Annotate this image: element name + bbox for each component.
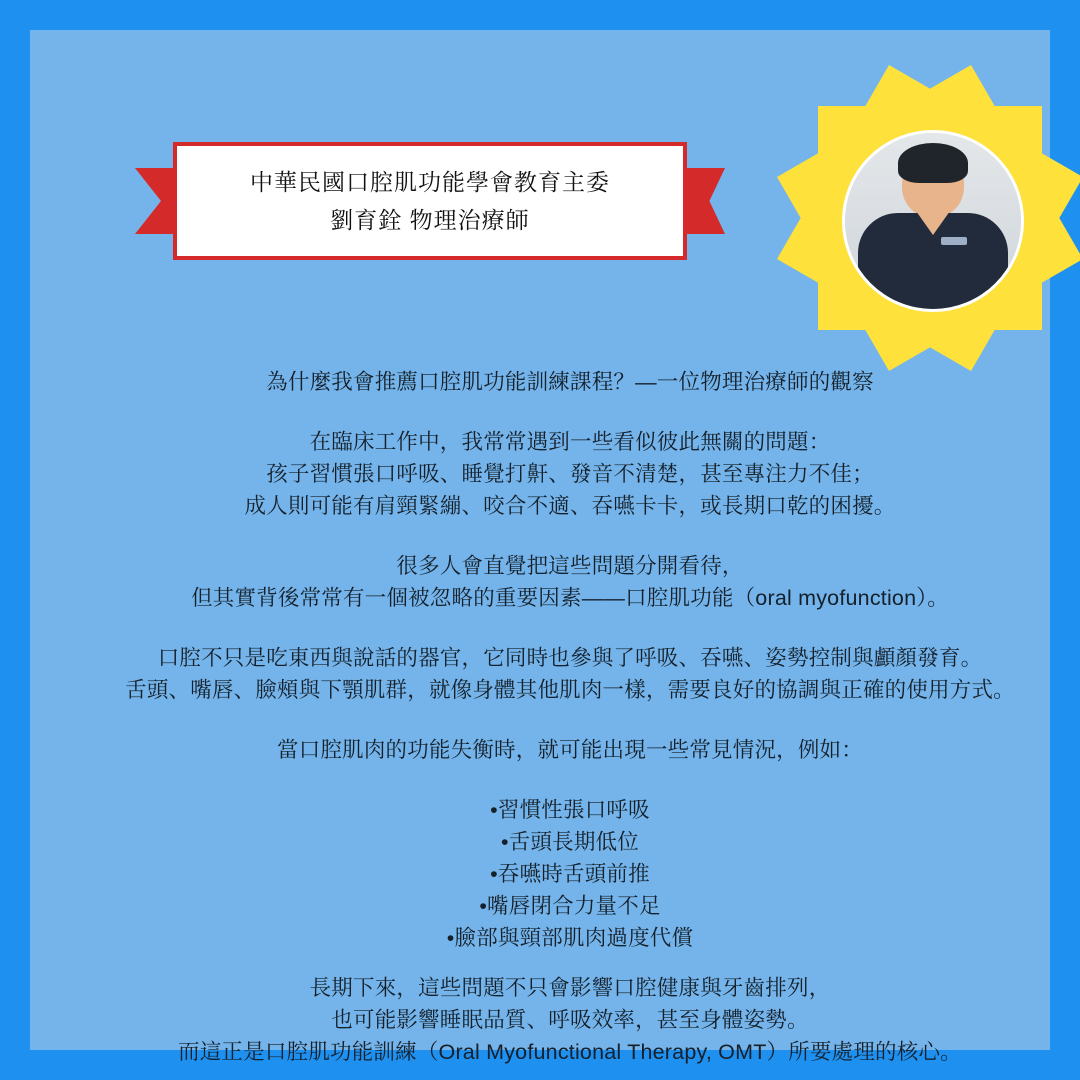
poster-inner-panel [30,30,1050,1064]
paragraph-3: 口腔不只是吃東西與說話的器官，它同時也參與了呼吸、吞嚥、姿勢控制與顱顏發育。 舌頭、嘴唇、臉頰與下顎肌群，就像身體其他肌肉一樣，需要良好的協調與正確的使用方式。 [125,646,1015,702]
ribbon-banner [135,142,725,262]
article-body [70,366,1070,1068]
symptom-list [70,794,1070,954]
paragraph-2: 很多人會直覺把這些問題分開看待， 但其實背後常常有一個被忽略的重要因素——口腔肌功能（oral myofunction）。 [191,554,949,610]
sunburst-avatar [820,108,1040,328]
avatar-shirt-logo-icon [941,237,967,245]
paragraph-1: 在臨床工作中，我常常遇到一些看似彼此無關的問題： 孩子習慣張口呼吸、睡覺打鼾、發音不清楚，甚至專注力不佳； 成人則可能有肩頸緊繃、咬合不適、吞嚥卡卡，或長期口乾的困擾。 [244,430,896,518]
list-item: •嘴唇閉合力量不足 [479,894,661,918]
speaker-name: 劉育銓 物理治療師 [330,207,530,233]
avatar [842,130,1024,312]
list-item: •吞嚥時舌頭前推 [490,862,650,886]
speaker-title: 中華民國口腔肌功能學會教育主委 [250,169,610,195]
list-item: •臉部與頸部肌肉過度代償 [446,926,694,950]
list-item: •舌頭長期低位 [501,830,639,854]
list-item: •習慣性張口呼吸 [490,798,650,822]
closing-paragraph: 長期下來，這些問題不只會影響口腔健康與牙齒排列， 也可能影響睡眠品質、呼吸效率，甚至身體姿勢。 而這正是口腔肌功能訓練（Oral Myofunctional Therapy, OMT）所要處理的核心。 [178,976,962,1064]
avatar-hair-icon [898,143,968,183]
ribbon-plate [173,142,687,260]
paragraph-4: 當口腔肌肉的功能失衡時，就可能出現一些常見情況，例如： [277,738,863,762]
article-headline: 為什麼我會推薦口腔肌功能訓練課程？—一位物理治療師的觀察 [266,370,874,394]
